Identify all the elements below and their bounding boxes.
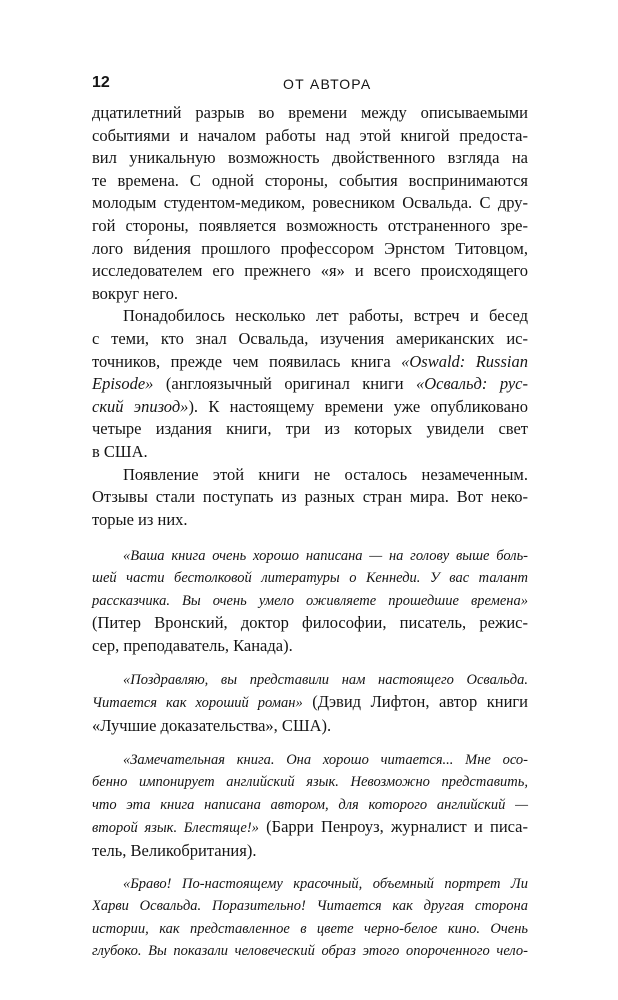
text-segment: ). К настоящему времени уже опубликовано [188,396,528,416]
book-title: ский эпизод» [92,396,189,416]
review-quote [92,873,528,963]
text-line: событиями и началом работы над этой книгой предоста- [92,125,528,145]
quote-line: что эта книга написана автором, для которого английский — [92,796,528,813]
quote-line: истории, как представленное в цвете черно-белое кино. Очень [92,920,528,937]
text-line [92,351,528,374]
text-line [92,373,528,396]
running-title: ОТ АВТОРА [283,76,372,92]
text-line: лого ви́дения прошлого профессором Эрнстом Титовцом, [92,238,528,258]
attribution: (Барри Пенроуз, журналист и писа- [258,817,528,837]
review-quote [92,545,528,657]
text-line: с теми, кто знал Освальда, изучения американских ис- [92,328,528,348]
review-quote [92,669,528,737]
quote-text: второй язык. Блестяще!» [92,820,259,837]
attribution-line: тель, Великобритания). [92,840,257,860]
quote-line: шей части бестолковой литературы о Кеннеди. У вас талант [92,570,528,587]
page-number: 12 [92,74,110,91]
text-line: гой стороны, появляется возможность отстраненного зре- [92,215,528,235]
text-line [92,691,528,714]
review-quote [92,749,528,862]
text-line: исследователем его прежнего «я» и всего происходящего [92,261,528,281]
text-line: дцатилетний разрыв во времени между описываемыми [92,103,528,122]
text-line: Понадобилось несколько лет работы, встреч и бесед [123,306,528,326]
text-line [92,816,528,839]
attribution-line: «Лучшие доказательства», США). [92,715,332,735]
quote-line: «Ваша книга очень хорошо написана — на голову выше боль- [123,548,528,564]
text-line: Появление этой книги не осталось незамеченным. [123,464,528,484]
text-line: торые из них. [92,509,188,529]
quote-line: рассказчика. Вы очень умело оживляете прошедшие времена» [92,592,528,609]
quote-line: глубоко. Вы показали человеческий образ этого опороченного чело- [92,943,528,960]
text-line: в США. [92,441,148,461]
body-paragraph [92,464,528,532]
text-line: Отзывы стали поступать из разных стран мира. Вот неко- [92,487,528,507]
text-line [92,396,528,419]
book-title: «Oswald: Russian [401,351,528,371]
attribution-line: сер, преподаватель, Канада). [92,635,293,655]
quote-text: Читается как хороший роман» [92,695,303,712]
quote-line: Харви Освальда. Поразительно! Читается как другая сторона [92,898,528,915]
text-line: вил уникальную возможность двойственного взгляда на [92,148,528,168]
text-line: четыре издания книги, три из которых увидели свет [92,419,528,439]
text-segment: (англоязычный оригинал книги [153,374,417,394]
attribution: (Дэвид Лифтон, автор книги [302,692,528,712]
attribution-line: (Питер Вронский, доктор философии, писатель, режис- [92,613,528,633]
quote-line: «Замечательная книга. Она хорошо читается... Мне осо- [123,752,528,768]
body-paragraph [92,102,528,305]
text-line: те времена. С одной стороны, события воспринимаются [92,170,528,190]
quote-line: бенно импонирует английский язык. Невозможно представить, [92,774,528,791]
book-title: «Освальд: рус- [416,374,528,394]
text-segment: точников, прежде чем появилась книга [92,351,402,371]
text-line: молодым студентом-медиком, ровесником Освальда. С дру- [92,193,528,213]
body-paragraph [92,305,528,463]
quote-line: «Поздравляю, вы представили нам настоящего Освальда. [123,672,528,688]
book-title: Episode» [92,374,154,394]
text-line: вокруг него. [92,283,179,303]
quote-line: «Браво! По-настоящему красочный, объемный портрет Ли [123,876,528,892]
